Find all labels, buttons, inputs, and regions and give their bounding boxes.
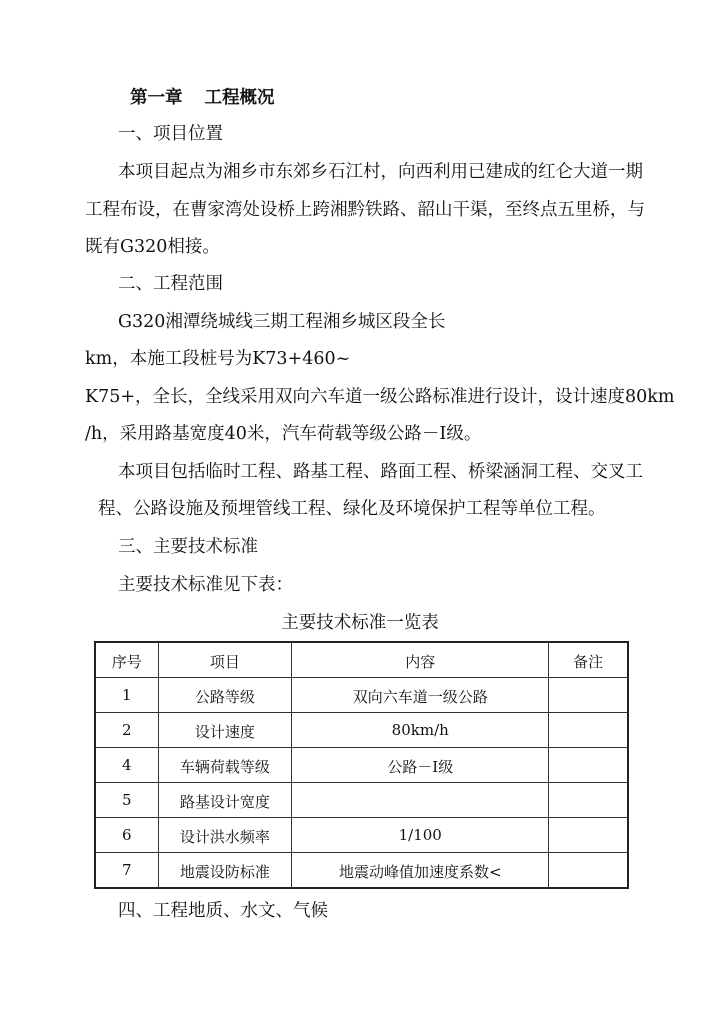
table-cell: 设计速度 [158, 713, 292, 748]
table-row [95, 853, 628, 889]
table-cell: 公路等级 [158, 678, 292, 713]
paragraph-line: 本项目起点为湘乡市东郊乡石江村，向西利用已建成的红仑大道一期 [118, 162, 643, 182]
header-cell: 项目 [158, 642, 292, 678]
header-cell: 序号 [95, 642, 158, 678]
paragraph-line: km，本施工段桩号为K73+460~ [85, 349, 351, 369]
paragraph-line: K75+，全长，全线采用双向六车道一级公路标准进行设计，设计速度80km [85, 387, 675, 407]
table-row [95, 818, 628, 853]
paragraph-line: 既有G320相接。 [85, 237, 220, 257]
chapter-number: 第一章 [130, 88, 183, 108]
table-cell [292, 783, 549, 818]
table-row [95, 713, 628, 748]
standards-table [94, 641, 629, 889]
section-heading-standards: 三、主要技术标准 [118, 537, 258, 557]
chapter-heading [130, 87, 275, 109]
table-cell: 5 [95, 783, 158, 818]
table-cell: 设计洪水频率 [158, 818, 292, 853]
paragraph-line: 本项目包括临时工程、路基工程、路面工程、桥梁涵洞工程、交叉工 [118, 462, 643, 482]
table-caption: 主要技术标准一览表 [281, 613, 439, 633]
header-cell: 备注 [549, 642, 628, 678]
table-cell: 4 [95, 748, 158, 783]
paragraph-line: 工程布设，在曹家湾处设桥上跨湘黔铁路、韶山干渠，至终点五里桥，与 [85, 200, 645, 220]
paragraph-line: /h，采用路基宽度40米，汽车荷载等级公路－I级。 [85, 424, 482, 444]
table-cell: 7 [95, 853, 158, 889]
table-cell: 公路－I级 [292, 748, 549, 783]
table-row [95, 678, 628, 713]
table-row [95, 783, 628, 818]
table-cell [549, 713, 628, 748]
table-cell [549, 783, 628, 818]
table-cell: 1/100 [292, 818, 549, 853]
table-cell: 6 [95, 818, 158, 853]
table-cell [549, 818, 628, 853]
table-header-row [95, 642, 628, 678]
header-cell: 内容 [292, 642, 549, 678]
table-cell [549, 748, 628, 783]
paragraph-line: 程、公路设施及预埋管线工程、绿化及环境保护工程等单位工程。 [98, 499, 606, 519]
table-cell: 2 [95, 713, 158, 748]
table-cell [549, 678, 628, 713]
table-cell [549, 853, 628, 889]
standards-intro: 主要技术标准见下表： [118, 575, 293, 595]
table-cell: 路基设计宽度 [158, 783, 292, 818]
section-heading-scope: 二、工程范围 [118, 274, 223, 294]
table-cell: 80km/h [292, 713, 549, 748]
table-cell: 1 [95, 678, 158, 713]
section-heading-geology: 四、工程地质、水文、气候 [118, 901, 328, 921]
table-cell: 车辆荷载等级 [158, 748, 292, 783]
table-cell: 地震动峰值加速度系数< [292, 853, 549, 889]
table-row [95, 748, 628, 783]
table-cell: 双向六车道一级公路 [292, 678, 549, 713]
chapter-title: 工程概况 [204, 88, 275, 108]
paragraph-line: G320湘潭绕城线三期工程湘乡城区段全长 [118, 312, 446, 332]
table-cell: 地震设防标准 [158, 853, 292, 889]
section-heading-location: 一、项目位置 [118, 124, 223, 144]
